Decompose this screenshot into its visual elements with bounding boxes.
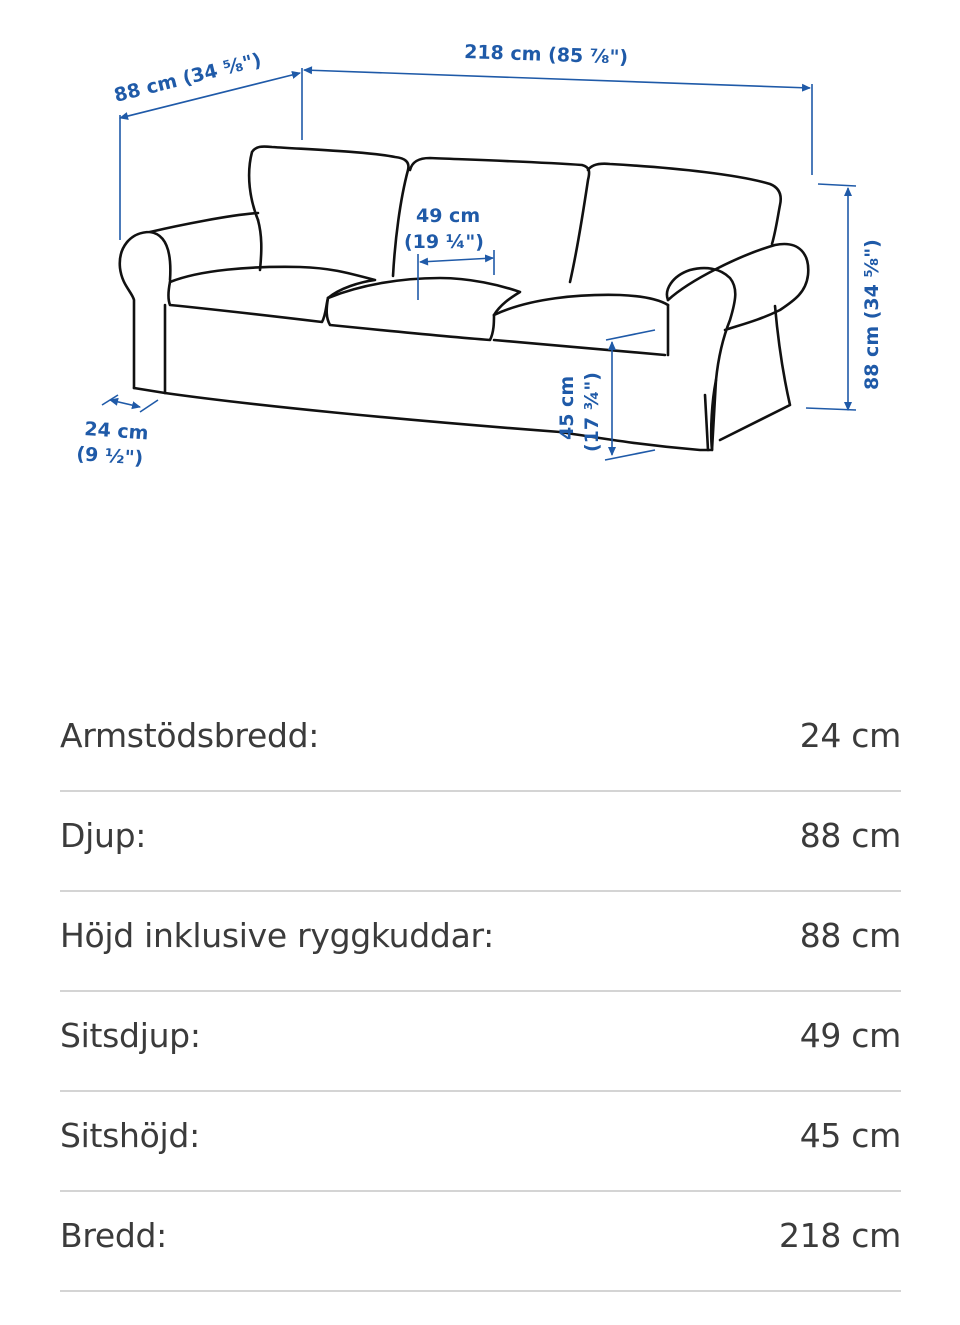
spec-value: 24 cm (799, 715, 901, 755)
spec-value: 49 cm (799, 1015, 901, 1055)
dimension-lines (102, 68, 856, 460)
armrest-cm-label: 24 cm (83, 418, 150, 445)
spec-value: 45 cm (799, 1115, 901, 1155)
spec-label: Bredd: (60, 1215, 167, 1255)
spec-row-seat-height (60, 1092, 901, 1192)
spec-label: Djup: (60, 815, 147, 855)
spec-label: Sitsdjup: (60, 1015, 201, 1055)
spec-label: Armstödsbredd: (60, 715, 320, 755)
spec-value: 88 cm (799, 815, 901, 855)
spec-row-seat-depth (60, 992, 901, 1092)
spec-row-height (60, 892, 901, 992)
spec-row-depth (60, 792, 901, 892)
spec-value: 218 cm (779, 1215, 901, 1255)
sofa-dimension-diagram (0, 0, 960, 560)
dimension-spec-list (60, 692, 901, 1292)
width-label: 218 cm (85 ⅞") (463, 41, 629, 69)
sofa-outline (120, 147, 808, 450)
seat-height-cm-label: 45 cm (556, 375, 578, 440)
spec-label: Höjd inklusive ryggkuddar: (60, 915, 494, 955)
seat-height-in-label: (17 ¾") (581, 372, 603, 452)
armrest-in-label: (9 ½") (75, 443, 144, 470)
spec-row-armrest-width (60, 692, 901, 792)
seat-depth-in-label: (19 ¼") (404, 231, 484, 253)
spec-label: Sitshöjd: (60, 1115, 200, 1155)
spec-value: 88 cm (799, 915, 901, 955)
height-label: 88 cm (34 ⁵⁄₈") (861, 239, 883, 390)
spec-row-width (60, 1192, 901, 1292)
seat-depth-cm-label: 49 cm (416, 205, 481, 227)
depth-label: 88 cm (34 ⁵⁄₈") (111, 49, 264, 107)
